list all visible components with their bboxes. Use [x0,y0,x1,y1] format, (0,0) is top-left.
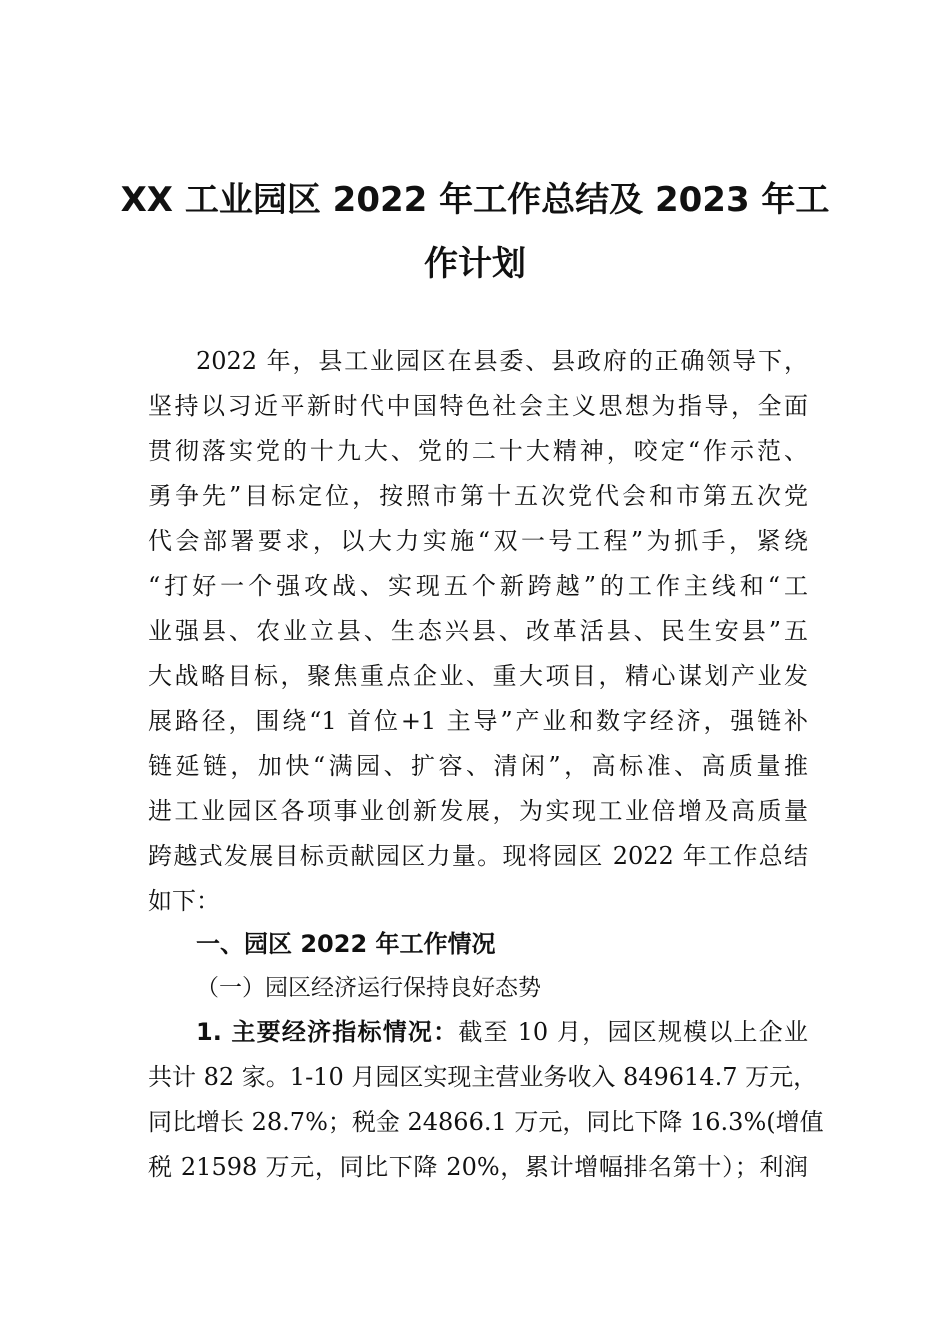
intro-line: 跨越式发展目标贡献园区力量。现将园区 2022 年工作总结 [148,842,808,870]
intro-line: 业强县、农业立县、生态兴县、改革活县、民生安县”五 [148,617,808,645]
intro-line: 大战略目标，聚焦重点企业、重大项目，精心谋划产业发 [148,662,808,690]
document-title-line-2: 作计划 [424,244,526,284]
intro-line: 贯彻落实党的十九大、党的二十大精神，咬定“作示范、 [148,437,808,465]
intro-line: 如下： [148,887,220,915]
item-line: 共计 82 家。1-10 月园区实现主营业务收入 849614.7 万元， [148,1063,818,1091]
intro-line: “打好一个强攻战、实现五个新跨越”的工作主线和“工 [148,572,808,600]
item-text: 截至 10 月，园区规模以上企业 [458,1018,808,1046]
intro-line: 坚持以习近平新时代中国特色社会主义思想为指导，全面 [148,392,808,420]
intro-line: 代会部署要求，以大力实施“双一号工程”为抓手，紧绕 [148,527,808,555]
document-title-line-1: XX 工业园区 2022 年工作总结及 2023 年工 [120,180,830,220]
intro-line: 链延链，加快“满园、扩容、清闲”，高标准、高质量推 [148,752,808,780]
intro-line: 展路径，围绕“1 首位+1 主导”产业和数字经济，强链补 [148,707,808,735]
intro-line: 2022 年，县工业园区在县委、县政府的正确领导下， [196,347,808,375]
subsection-heading: （一）园区经济运行保持良好态势 [196,975,541,1001]
item-line: 同比增长 28.7%；税金 24866.1 万元，同比下降 16.3%(增值 [148,1108,824,1136]
item-first-line [196,1017,808,1047]
item-line: 税 21598 万元，同比下降 20%，累计增幅排名第十）；利润 [148,1153,808,1181]
item-label: 1. 主要经济指标情况： [196,1018,459,1046]
section-heading: 一、园区 2022 年工作情况 [196,930,496,958]
intro-line: 勇争先”目标定位，按照市第十五次党代会和市第五次党 [148,482,808,510]
intro-line: 进工业园区各项事业创新发展，为实现工业倍增及高质量 [148,797,808,825]
